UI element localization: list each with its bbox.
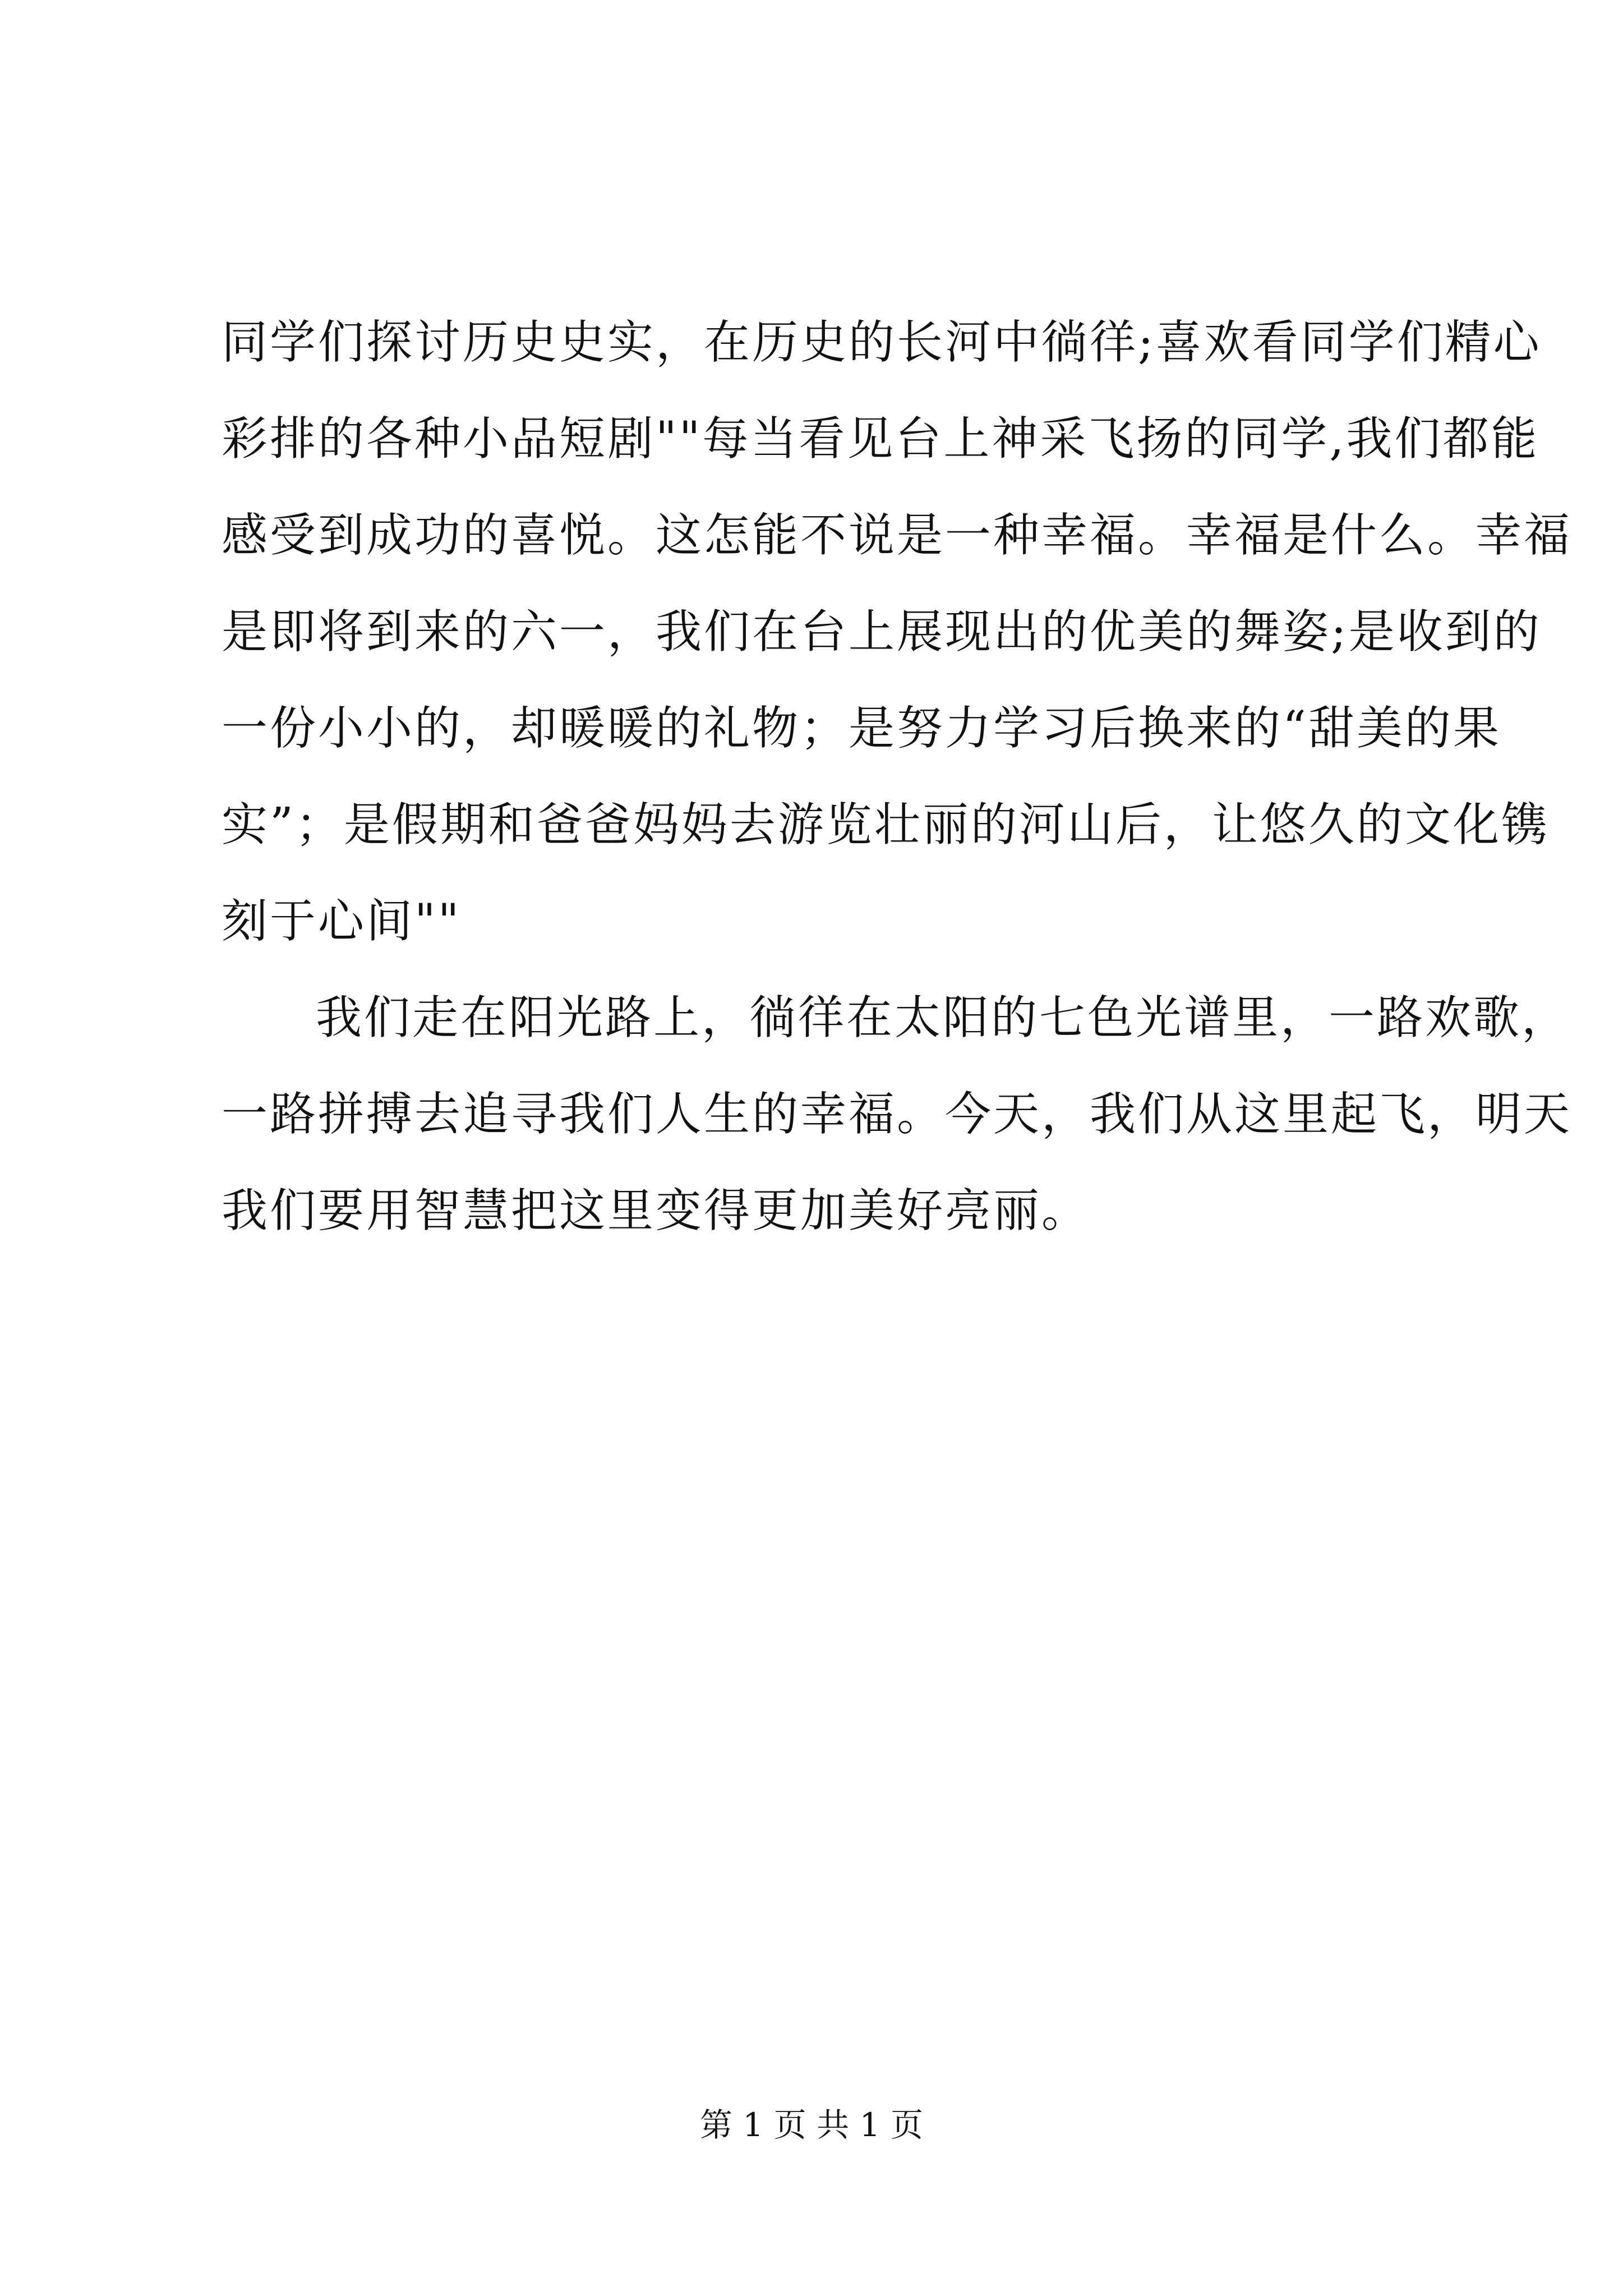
text-line: 一路拼搏去追寻我们人生的幸福。今天，我们从这里起飞，明天 — [222, 1088, 1573, 1141]
text-line: 实”；是假期和爸爸妈妈去游览壮丽的河山后，让悠久的文化镌 — [222, 798, 1550, 852]
text-line: 是即将到来的六一，我们在台上展现出的优美的舞姿;是收到的 — [222, 605, 1542, 659]
document-body — [222, 295, 1573, 1259]
text-line: 感受到成功的喜悦。这怎能不说是一种幸福。幸福是什么。幸福 — [222, 509, 1573, 562]
text-line: 同学们探讨历史史实，在历史的长河中徜徉;喜欢看同学们精心 — [222, 316, 1542, 369]
page-number-footer: 第 1 页 共 1 页 — [700, 2106, 923, 2144]
text-line: 刻于心间"" — [222, 895, 462, 948]
text-line: 一份小小的，却暖暖的礼物；是努力学习后换来的“甜美的果 — [222, 702, 1501, 755]
text-line: 彩排的各种小品短剧""每当看见台上神采飞扬的同学,我们都能 — [222, 412, 1539, 466]
text-line: 我们要用智慧把这里变得更加美好亮丽。 — [222, 1184, 1090, 1237]
text-line: 我们走在阳光路上，徜徉在太阳的七色光谱里，一路欢歌， — [316, 991, 1570, 1045]
